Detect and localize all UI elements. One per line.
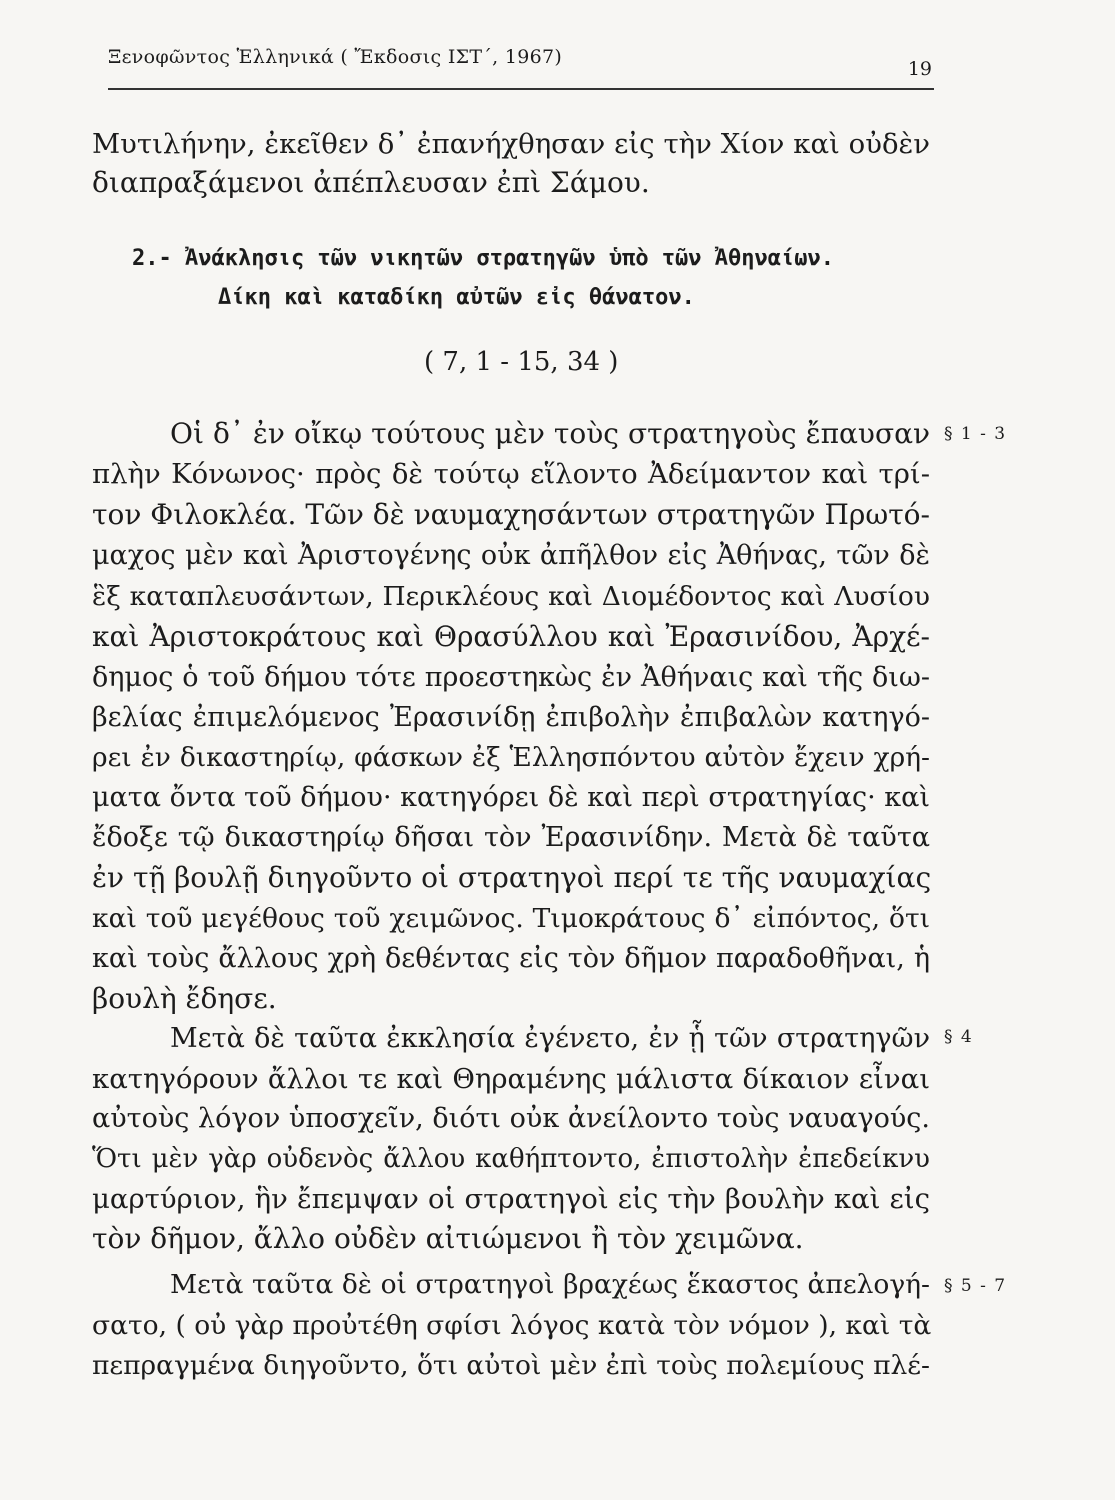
text-line: πλὴν Κόνωνος· πρὸς δὲ τούτῳ εἵλοντο Ἀδείμαντον καὶ τρί- [92,458,930,490]
text-line: Μυτιλήνην, ἐκεῖθεν δ᾽ ἐπανήχθησαν εἰς τὴν Χίον καὶ οὐδὲν [92,128,930,160]
text-line: κατηγόρουν ἄλλοι τε καὶ Θηραμένης μάλιστα δίκαιον εἶναι [92,1063,930,1095]
text-line: Μετὰ ταῦτα δὲ οἱ στρατηγοὶ βραχέως ἕκαστος ἀπελογή- [170,1269,930,1300]
text-line: Μετὰ δὲ ταῦτα ἐκκλησία ἐγένετο, ἐν ᾗ τῶν στρατηγῶν [170,1023,930,1054]
text-line: βουλὴ ἔδησε. [92,982,277,1015]
text-line: ματα ὄντα τοῦ δήμου· κατηγόρει δὲ καὶ περὶ στρατηγίας· καὶ [92,782,930,813]
text-line: καὶ τοὺς ἄλλους χρὴ δεθέντας εἰς τὸν δῆμον παραδοθῆναι, ἡ [92,943,930,974]
section-heading-subtitle: Δίκη καὶ καταδίκη αὐτῶν εἰς θάνατον. [218,285,695,310]
text-line: Ὅτι μὲν γὰρ οὐδενὸς ἄλλου καθήπτοντο, ἐπιστολὴν ἐπεδείκνυ [92,1144,930,1174]
text-line: μαχος μὲν καὶ Ἀριστογένης οὐκ ἀπῆλθον εἰς Ἀθήνας, τῶν δὲ [92,540,930,571]
page-number: 19 [907,58,932,80]
text-line: ἓξ καταπλευσάντων, Περικλέους καὶ Διομέδοντος καὶ Λυσίου [92,581,930,612]
text-line: σατο, ( οὐ γὰρ προὐτέθη σφίσι λόγος κατὰ τὸν νόμον ), καὶ τὰ [92,1310,932,1341]
margin-note: § 5 - 7 [944,1276,1006,1296]
text-line: Οἱ δ᾽ ἐν οἴκῳ τούτους μὲν τοὺς στρατηγοὺς ἔπαυσαν [170,417,930,450]
running-header [108,46,934,90]
text-line: δημος ὁ τοῦ δήμου τότε προεστηκὼς ἐν Ἀθήναις καὶ τῆς διω- [92,662,930,693]
text-line: αὐτοὺς λόγον ὑποσχεῖν, διότι οὐκ ἀνείλοντο τοὺς ναυαγούς. [92,1103,930,1134]
text-line: ἔδοξε τῷ δικαστηρίῳ δῆσαι τὸν Ἐρασινίδην. Μετὰ δὲ ταῦτα [92,822,930,853]
text-line: καὶ Ἀριστοκράτους καὶ Θρασύλλου καὶ Ἐρασινίδου, Ἀρχέ- [92,620,930,653]
book-title: Ξενοφῶντος Ἑλληνικά ( Ἔκδοσις ΙΣΤ΄, 1967) [108,46,563,68]
text-line: πεπραγμένα διηγοῦντο, ὅτι αὐτοὶ μὲν ἐπὶ τοὺς πολεμίους πλέ- [92,1350,930,1381]
section-heading: 2.- Ἀνάκλησις τῶν νικητῶν στρατηγῶν ὑπὸ τῶν Ἀθηναίων. [132,246,834,271]
text-line: μαρτύριον, ἣν ἔπεμψαν οἱ στρατηγοὶ εἰς τὴν βουλὴν καὶ εἰς [92,1183,930,1215]
margin-note: § 1 - 3 [944,424,1006,444]
text-line: τον Φιλοκλέα. Τῶν δὲ ναυμαχησάντων στρατηγῶν Πρωτό- [92,498,930,531]
text-line: βελίας ἐπιμελόμενος Ἐρασινίδῃ ἐπιβολὴν ἐπιβαλὼν κατηγό- [92,702,930,733]
passage-reference: ( 7, 1 - 15, 34 ) [424,347,619,377]
text-line: ρει ἐν δικαστηρίῳ, φάσκων ἐξ Ἑλλησπόντου αὐτὸν ἔχειν χρή- [92,742,930,773]
text-line: καὶ τοῦ μεγέθους τοῦ χειμῶνος. Τιμοκράτους δ᾽ εἰπόντος, ὅτι [92,903,930,934]
text-line: ἐν τῇ βουλῇ διηγοῦντο οἱ στρατηγοὶ περί τε τῆς ναυμαχίας [92,861,932,894]
text-line: διαπραξάμενοι ἀπέπλευσαν ἐπὶ Σάμου. [92,166,650,199]
text-line: τὸν δῆμον, ἄλλο οὐδὲν αἰτιώμενοι ἢ τὸν χειμῶνα. [92,1222,804,1255]
margin-note: § 4 [944,1027,972,1047]
